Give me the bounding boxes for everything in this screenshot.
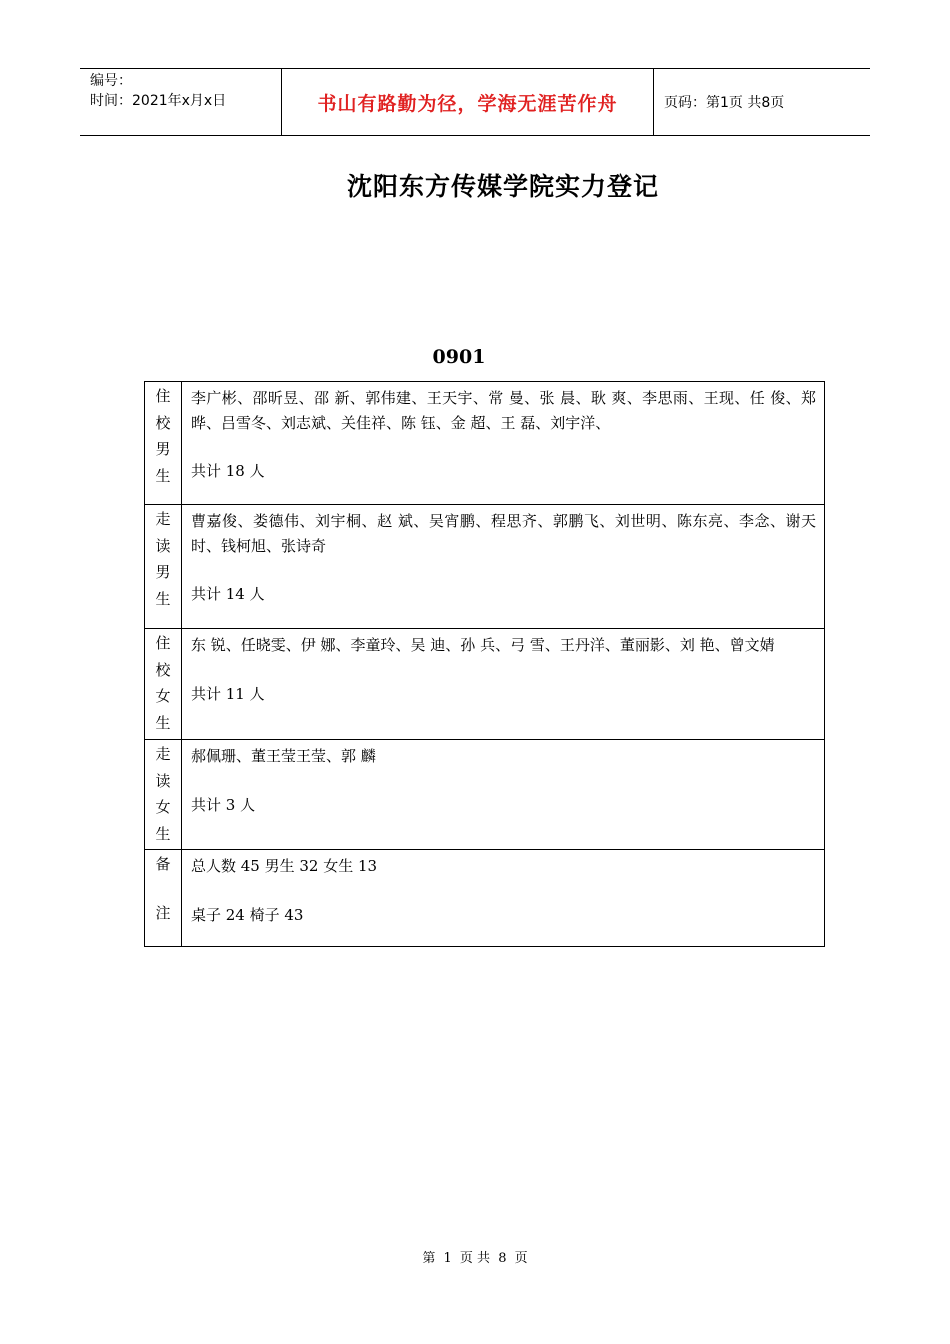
total-count: 共计 11 人 bbox=[191, 684, 265, 703]
category-cell: 走 读 男 生 bbox=[145, 505, 182, 629]
table-row bbox=[145, 740, 825, 850]
table-row bbox=[145, 382, 825, 505]
table-row-remarks bbox=[145, 850, 825, 947]
name-list: 郝佩珊、董王莹王莹、郭 麟 bbox=[191, 747, 376, 765]
page-footer: 第 1 页 共 8 页 bbox=[422, 1251, 528, 1266]
header-meta bbox=[80, 69, 281, 135]
total-count: 共计 14 人 bbox=[191, 585, 265, 603]
remarks-furniture: 桌子 24 椅子 43 bbox=[191, 905, 304, 924]
footer-total-pages: 8 bbox=[498, 1251, 507, 1266]
remarks-summary: 总人数 45 男生 32 女生 13 bbox=[191, 857, 378, 875]
content-cell bbox=[182, 740, 825, 850]
table-row bbox=[145, 629, 825, 740]
name-list: 曹嘉俊、娄德伟、刘宇桐、赵 斌、吴宵鹏、程思齐、郭鹏飞、刘世明、陈东亮、李念、谢天时、钱柯旭、张诗奇 bbox=[191, 512, 816, 555]
footer-page-number: 1 bbox=[443, 1251, 452, 1266]
page-title: 沈阳东方传媒学院实力登记 bbox=[346, 172, 659, 201]
category-cell: 住 校 男 生 bbox=[145, 382, 182, 505]
header-page-label: 页码：第1页 共8页 bbox=[664, 95, 785, 111]
number-label: 编号： bbox=[90, 73, 132, 89]
total-count: 共计 18 人 bbox=[191, 462, 265, 480]
category-cell: 备 注 bbox=[145, 850, 182, 947]
name-list: 东 锐、任晓雯、伊 娜、李童玲、吴 迪、孙 兵、弓 雪、王丹洋、董丽影、刘 艳、曾文婧 bbox=[191, 636, 775, 654]
time-label: 时间：2021年x月x日 bbox=[90, 93, 227, 109]
class-number: 0901 bbox=[432, 346, 486, 368]
category-cell: 走 读 女 生 bbox=[145, 740, 182, 850]
content-cell bbox=[182, 850, 825, 947]
total-count: 共计 3 人 bbox=[191, 795, 256, 814]
category-cell: 住 校 女 生 bbox=[145, 629, 182, 740]
document-header bbox=[80, 68, 870, 136]
name-list: 李广彬、邵昕昱、邵 新、郭伟建、王天宇、常 曼、张 晨、耿 爽、李思雨、王现、任 俊、郑 晔、吕雪冬、刘志斌、关佳祥、陈 钰、金 超、王 磊、刘宇洋、 bbox=[191, 389, 816, 432]
table-row bbox=[145, 505, 825, 629]
content-cell bbox=[182, 382, 825, 505]
registration-table bbox=[144, 381, 825, 947]
content-cell bbox=[182, 505, 825, 629]
content-cell bbox=[182, 629, 825, 740]
header-motto: 书山有路勤为径，学海无涯苦作舟 bbox=[281, 69, 654, 135]
